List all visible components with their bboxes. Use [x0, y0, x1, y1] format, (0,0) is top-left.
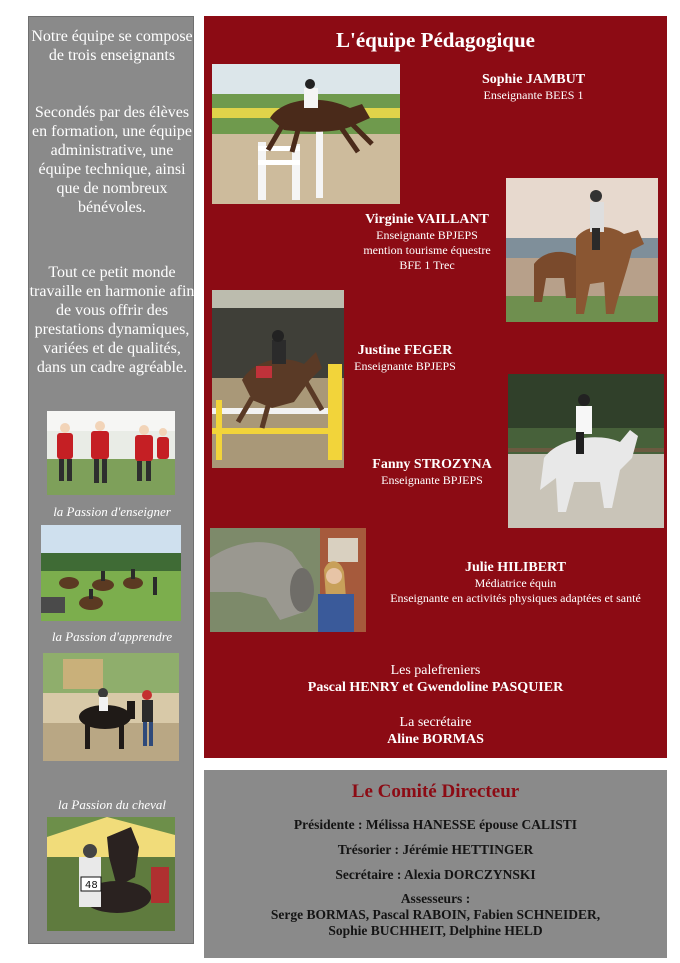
teacher-name: Justine FEGER [357, 343, 453, 358]
teacher-justine [344, 343, 466, 374]
teacher-role: mention tourisme équestre [363, 243, 491, 257]
committee-president: Présidente : Mélissa HANESSE épouse CALISTI [293, 817, 578, 832]
teacher-virginie [348, 212, 506, 273]
photo-sophie-jambut [212, 64, 400, 204]
caption-teaching: la Passion d'enseigner [53, 504, 171, 519]
teacher-julie [364, 560, 667, 606]
committee-treasurer: Trésorier : Jérémie HETTINGER [337, 842, 534, 857]
grooms-label: Les palefreniers [390, 663, 481, 678]
caption-learning: la Passion d'apprendre [51, 629, 173, 644]
teacher-name: Fanny STROZYNA [372, 457, 492, 472]
caption-horse: la Passion du cheval [58, 797, 166, 812]
committee-assessors-line-1: Serge BORMAS, Pascal RABOIN, Fabien SCHNEIDER, [270, 907, 601, 922]
teacher-role: Enseignante BPJEPS [381, 473, 483, 487]
photo-justine-feger [212, 290, 344, 468]
sidebar-intro: Notre équipe se compose de trois enseignants [31, 28, 193, 64]
committee-title: Le Comité Directeur [351, 781, 520, 802]
photo-julie-hilibert [210, 528, 366, 632]
secretary-block [204, 714, 667, 748]
team-panel [204, 16, 667, 758]
secretary-label: La secrétaire [399, 715, 472, 730]
sidebar-paragraph-3: Tout ce petit monde travaille en harmonie afin de vous offrir des prestations dynamiques, variées et de qualités, dans un cadre agréable. [29, 264, 195, 376]
sidebar [28, 16, 194, 944]
photo-learning-field [41, 525, 181, 621]
photo-teaching-team [47, 411, 175, 495]
secretary-name: Aline BORMAS [387, 732, 484, 747]
teacher-role: Enseignante BEES 1 [483, 88, 584, 102]
teacher-fanny [356, 457, 508, 488]
teacher-role: Enseignante en activités physiques adaptées et santé [390, 591, 641, 605]
photo-competition [47, 817, 175, 931]
photo-virginie-vaillant [506, 178, 658, 322]
teacher-name: Virginie VAILLANT [365, 212, 489, 227]
teacher-role: BFE 1 Trec [399, 258, 455, 272]
committee-assessors-label: Assesseurs : [400, 891, 471, 906]
committee-secretary: Secrétaire : Alexia DORCZYNSKI [335, 867, 536, 882]
teacher-role: Enseignante BPJEPS [376, 228, 478, 242]
grooms-block [204, 662, 667, 696]
teacher-name: Sophie JAMBUT [481, 72, 586, 87]
photo-pony-lesson [43, 653, 179, 761]
teacher-sophie [400, 72, 667, 103]
committee-assessors-line-2: Sophie BUCHHEIT, Delphine HELD [328, 923, 543, 938]
teacher-role: Enseignante BPJEPS [354, 359, 456, 373]
grooms-names: Pascal HENRY et Gwendoline PASQUIER [307, 680, 564, 695]
svg-text:48: 48 [85, 880, 98, 891]
committee-panel [204, 770, 667, 958]
sidebar-paragraph-2: Secondés par des élèves en formation, une équipe administrative, une équipe technique, ainsi que de nombreux bénévoles. [32, 104, 192, 216]
teacher-name: Julie HILIBERT [464, 560, 567, 575]
teacher-role: Médiatrice équin [474, 576, 557, 590]
photo-fanny-strozyna [508, 374, 664, 528]
team-title: L'équipe Pédagogique [336, 28, 535, 52]
